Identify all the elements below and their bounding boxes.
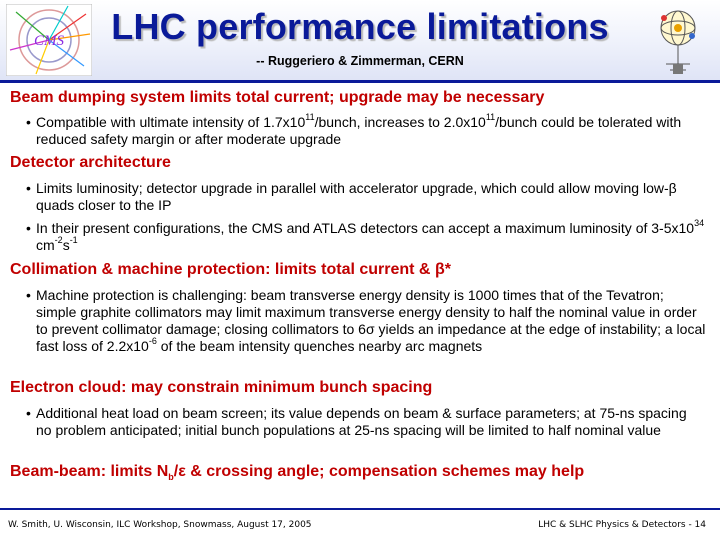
beta-symbol: β (668, 180, 677, 196)
bullet-text: Compatible with ultimate intensity of $1.7x10^{11}$/bunch, increases to $2.0x10^{11}$/bunch could be tolerated with reduced safety margin or after moderate upgrade (36, 112, 682, 147)
bullet-dot: • (26, 180, 31, 196)
section-heading-beam-beam: Beam-beam: limits $N_b/\varepsilon$ & crossing angle; compensation schemes may help (10, 463, 585, 483)
bullet-text: In their present configurations, the CMS and ATLAS detectors can accept a maximum luminosity of $3-5x10^{34}$ $cm^{-2}s^{-1}$ (36, 218, 705, 253)
section-heading-collimation: Collimation & machine protection: limits total current & β* (10, 261, 451, 278)
header-rule (0, 80, 720, 83)
section-heading-electron-cloud: Electron cloud: may constrain minimum bunch spacing (10, 379, 433, 396)
footer-right: LHC & SLHC Physics & Detectors - 14 (538, 520, 706, 530)
footer-rule (0, 508, 720, 510)
bullet-detector-luminosity-limit (26, 180, 706, 214)
beta-symbol: β (434, 261, 445, 278)
page-title: LHC performance limitations (111, 6, 609, 47)
bullet-collimation-machine-protection (26, 287, 706, 355)
bullet-dot: • (26, 405, 31, 421)
page-subtitle: -- Ruggeriero & Zimmerman, CERN (256, 54, 464, 68)
epsilon-symbol: ε (178, 463, 186, 480)
bullet-text: Limits luminosity; detector upgrade in parallel with accelerator upgrade, which could allow moving low-β quads closer to the IP (36, 180, 677, 213)
bullet-detector-max-luminosity (26, 220, 706, 254)
section-heading-beam-dumping: Beam dumping system limits total current; upgrade may be necessary (10, 89, 545, 106)
bullet-text: Machine protection is challenging: beam transverse energy density is 1000 times that of the Tevatron; simple graphite collimators may limit maximum transverse energy density to half the nominal value in order to prevent collimator damage; closing collimators to 6σ yields an impedance at the edge of instability; a local fast loss of $2.2x10^{-6}$ of the beam intensity quenches nearby arc magnets (36, 287, 706, 354)
sigma-symbol: σ (365, 321, 375, 337)
footer-left: W. Smith, U. Wisconsin, ILC Workshop, Snowmass, August 17, 2005 (8, 520, 312, 530)
section-heading-detector-architecture: Detector architecture (10, 154, 171, 171)
bullet-dot: • (26, 287, 31, 303)
cms-logo-text: CMS (34, 33, 64, 49)
bullet-text: Additional heat load on beam screen; its value depends on beam & surface parameters; at 75-ns spacing no problem anticipated; initial bunch populations at 25-ns spacing will be limited to half nominal value (36, 405, 687, 438)
bullet-dot: • (26, 220, 31, 236)
bullet-dot: • (26, 114, 31, 130)
bullet-beam-dumping-intensity (26, 114, 706, 148)
bullet-electron-cloud-heat-load (26, 405, 706, 439)
